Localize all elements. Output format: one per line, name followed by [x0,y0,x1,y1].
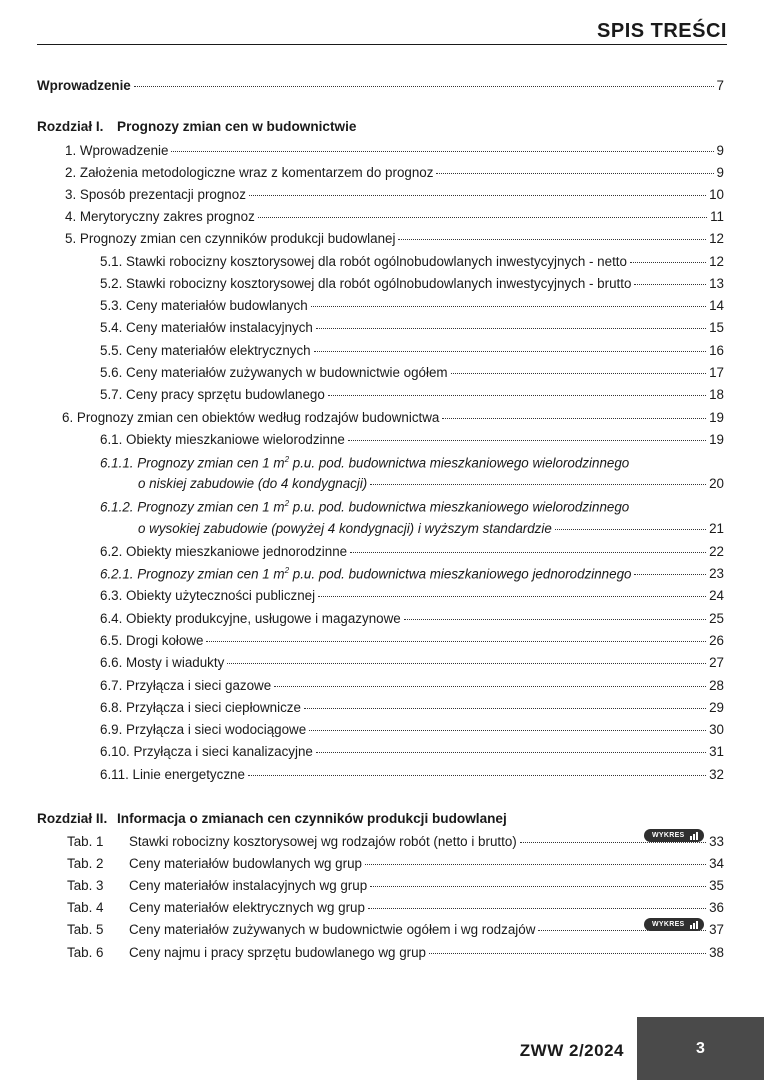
toc-entry-page: 38 [709,945,724,960]
toc-entry-label: o wysokiej zabudowie (powyżej 4 kondygnacji) i wyższym standardzie [138,521,552,536]
table-entry[interactable] [67,945,724,960]
toc-leader-dots [316,752,706,753]
toc-entry-label: 6.2. Obiekty mieszkaniowe jednorodzinne [100,544,348,559]
toc-entry-page: 32 [709,767,724,782]
toc-entry-label: o niskiej zabudowie (do 4 kondygnacji) [138,476,368,491]
toc-leader-dots [316,328,706,329]
toc-entry-page: 15 [709,320,724,335]
toc-entry-label: 5. Prognozy zmian cen czynników produkcji budowlanej [65,231,396,246]
table-entry-label [67,834,517,849]
toc-entry-intro[interactable] [37,78,724,93]
toc-entry[interactable] [100,678,724,693]
toc-entry-page: 30 [709,722,724,737]
superscript: 2 [284,455,290,464]
toc-leader-dots [328,395,706,396]
page-number: 3 [696,1040,705,1057]
toc-leader-dots [520,842,706,843]
table-title: Ceny najmu i pracy sprzętu budowlanego wg grup [129,945,426,960]
toc-entry-label: p.u. pod. budownictwa mieszkaniowego wielorodzinnego [289,455,630,471]
toc-entry-label: 6.7. Przyłącza i sieci gazowe [100,678,272,693]
toc-entry[interactable] [100,744,724,759]
bar-chart-icon [690,832,698,840]
toc-entry[interactable] [65,143,724,158]
toc-entry-label-part: p.u. pod. budownictwa mieszkaniowego jednorodzinnego [289,566,632,582]
table-entry-label [67,900,365,915]
toc-entry-label: 6. Prognozy zmian cen obiektów według rodzajów budownictwa [62,410,440,425]
toc-entry-page: 16 [709,343,724,358]
toc-entry-label: 6.8. Przyłącza i sieci ciepłownicze [100,700,301,715]
toc-leader-dots [314,351,706,352]
toc-entry-line1[interactable] [100,499,629,514]
toc-entry-page: 35 [709,878,724,893]
toc-entry-page: 33 [709,834,724,849]
toc-entry-label-part: 6.2.1. Prognozy zmian cen 1 m [100,566,285,582]
toc-entry[interactable] [100,320,724,335]
toc-entry[interactable] [65,231,724,246]
toc-entry-page: 21 [709,521,724,536]
table-entry-label [67,878,367,893]
toc-entry[interactable] [100,365,724,380]
toc-entry-label: 5.5. Ceny materiałów elektrycznych [100,343,311,358]
toc-leader-dots [171,151,713,152]
toc-leader-dots [555,529,706,530]
toc-entry-label: 2. Założenia metodologiczne wraz z komentarzem do prognoz [65,165,434,180]
header-rule [37,44,727,45]
toc-entry[interactable] [65,165,724,180]
toc-entry-page: 13 [709,276,724,291]
toc-entry-page: 18 [709,387,724,402]
toc-entry-label: 5.2. Stawki robocizny kosztorysowej dla robót ogólnobudowlanych inwestycyjnych - brutto [100,276,632,291]
toc-entry[interactable] [100,432,724,447]
toc-leader-dots [368,908,706,909]
toc-leader-dots [370,886,706,887]
toc-entry-page: 12 [709,231,724,246]
bar-chart-icon [690,921,698,929]
toc-leader-dots [404,619,706,620]
issue-label: ZWW 2/2024 [519,1041,624,1060]
table-entry[interactable] [67,878,724,893]
toc-entry[interactable] [100,343,724,358]
table-number: Tab. 3 [67,878,104,893]
toc-leader-dots [634,284,706,285]
toc-leader-dots [274,686,706,687]
toc-leader-dots [318,596,706,597]
toc-entry[interactable] [62,410,724,425]
toc-entry[interactable] [138,476,724,491]
toc-entry-label: Wprowadzenie [37,78,131,93]
chart-badge[interactable] [644,918,704,931]
toc-entry-label: p.u. pod. budownictwa mieszkaniowego wielorodzinnego [289,499,630,515]
toc-entry-label: 6.10. Przyłącza i sieci kanalizacyjne [100,744,313,759]
toc-entry-page: 12 [709,254,724,269]
toc-entry-page: 25 [709,611,724,626]
toc-entry-page: 11 [710,209,724,224]
toc-entry-page: 34 [709,856,724,871]
table-entry[interactable] [67,856,724,871]
toc-leader-dots [311,306,706,307]
table-number: Tab. 2 [67,856,104,871]
table-title: Ceny materiałów budowlanych wg grup [129,856,362,871]
superscript: 2 [284,566,290,575]
toc-entry[interactable] [100,633,724,648]
toc-entry-label: 6.5. Drogi kołowe [100,633,204,648]
toc-entry-page: 14 [709,298,724,313]
toc-entry-label: 6.3. Obiekty użyteczności publicznej [100,588,316,603]
toc-entry-line1[interactable] [100,455,629,470]
chapter-title: Prognozy zmian cen w budownictwie [117,119,357,134]
toc-entry-page: 24 [709,588,724,603]
toc-entry-label: 4. Merytoryczny zakres prognoz [65,209,255,224]
toc-leader-dots [227,663,706,664]
toc-entry-label: 6.4. Obiekty produkcyjne, usługowe i magazynowe [100,611,401,626]
toc-leader-dots [370,484,706,485]
chart-badge[interactable] [644,829,704,842]
toc-entry[interactable] [100,767,724,782]
table-entry[interactable] [67,834,724,849]
superscript: 2 [284,499,290,508]
table-entry[interactable] [67,900,724,915]
toc-entry-label: 6.6. Mosty i wiadukty [100,655,225,670]
table-title: Stawki robocizny kosztorysowej wg rodzajów robót (netto i brutto) [129,834,517,849]
toc-entry-page: 37 [709,922,724,937]
toc-entry-label: 6.1. Obiekty mieszkaniowe wielorodzinne [100,432,345,447]
table-number: Tab. 4 [67,900,104,915]
toc-leader-dots [134,86,714,87]
toc-entry-page: 10 [709,187,724,202]
toc-entry-page: 19 [709,432,724,447]
toc-entry-page: 23 [709,566,724,582]
toc-entry[interactable] [100,254,724,269]
toc-entry[interactable] [100,655,724,670]
chapter-number: Rozdział II. [37,811,108,826]
toc-entry-label: 6.1.2. Prognozy zmian cen 1 m [100,499,285,515]
chart-badge-label: WYKRES [652,921,685,928]
toc-leader-dots [304,708,706,709]
chapter-title: Informacja o zmianach cen czynników produkcji budowlanej [117,811,507,826]
toc-leader-dots [429,953,706,954]
toc-entry[interactable] [65,187,724,202]
toc-leader-dots [309,730,706,731]
toc-entry-label: 6.1.1. Prognozy zmian cen 1 m [100,455,285,471]
toc-leader-dots [398,239,706,240]
toc-entry[interactable] [100,387,724,402]
toc-leader-dots [350,552,706,553]
toc-entry-page: 29 [709,700,724,715]
toc-entry-page: 26 [709,633,724,648]
table-number: Tab. 1 [67,834,104,849]
table-entry-label [67,945,426,960]
toc-entry-page: 28 [709,678,724,693]
chapter-2-heading [37,811,507,826]
table-title: Ceny materiałów elektrycznych wg grup [129,900,365,915]
toc-leader-dots [436,173,713,174]
table-number: Tab. 5 [67,922,104,937]
table-title: Ceny materiałów zużywanych w budownictwie ogółem i wg rodzajów [129,922,536,937]
toc-leader-dots [258,217,707,218]
toc-entry-label: 6.9. Przyłącza i sieci wodociągowe [100,722,307,737]
toc-entry-page: 31 [709,744,724,759]
toc-leader-dots [451,373,707,374]
toc-entry-label: 6.11. Linie energetyczne [100,767,245,782]
toc-entry[interactable] [100,700,724,715]
table-entry-label [67,856,362,871]
toc-entry-page: 36 [709,900,724,915]
toc-leader-dots [630,262,706,263]
toc-entry[interactable] [100,566,724,581]
table-title: Ceny materiałów instalacyjnych wg grup [129,878,368,893]
toc-entry-label: 5.6. Ceny materiałów zużywanych w budownictwie ogółem [100,365,448,380]
toc-entry-page: 27 [709,655,724,670]
table-entry-label [67,922,535,937]
page-header-title: SPIS TREŚCI [597,20,727,42]
toc-entry[interactable] [65,209,724,224]
toc-entry-page: 9 [716,165,724,180]
toc-entry[interactable] [138,521,724,536]
toc-entry[interactable] [100,588,724,603]
toc-entry-page: 7 [716,78,724,93]
toc-entry-label: 5.3. Ceny materiałów budowlanych [100,298,308,313]
toc-leader-dots [248,775,706,776]
toc-leader-dots [249,195,706,196]
toc-entry-label: 3. Sposób prezentacji prognoz [65,187,246,202]
toc-entry-page: 19 [709,410,724,425]
toc-entry[interactable] [100,276,724,291]
table-number: Tab. 6 [67,945,104,960]
toc-entry-page: 9 [716,143,724,158]
toc-entry[interactable] [100,722,724,737]
chart-badge-label: WYKRES [652,832,685,839]
chapter-number: Rozdział I. [37,119,104,134]
toc-entry-page: 22 [709,544,724,559]
toc-entry-label: 1. Wprowadzenie [65,143,169,158]
toc-leader-dots [206,641,706,642]
toc-leader-dots [365,864,706,865]
toc-entry[interactable] [100,298,724,313]
toc-leader-dots [634,574,706,575]
toc-entry-page: 20 [709,476,724,491]
toc-leader-dots [348,440,706,441]
toc-entry[interactable] [100,611,724,626]
toc-leader-dots [442,418,706,419]
toc-entry-label: 5.4. Ceny materiałów instalacyjnych [100,320,313,335]
toc-entry-label [100,566,631,581]
chapter-1-heading [37,119,356,134]
table-entry[interactable] [67,922,724,937]
toc-entry[interactable] [100,544,724,559]
toc-entry-label: 5.1. Stawki robocizny kosztorysowej dla robót ogólnobudowlanych inwestycyjnych - netto [100,254,627,269]
toc-entry-label: 5.7. Ceny pracy sprzętu budowlanego [100,387,325,402]
toc-entry-page: 17 [709,365,724,380]
